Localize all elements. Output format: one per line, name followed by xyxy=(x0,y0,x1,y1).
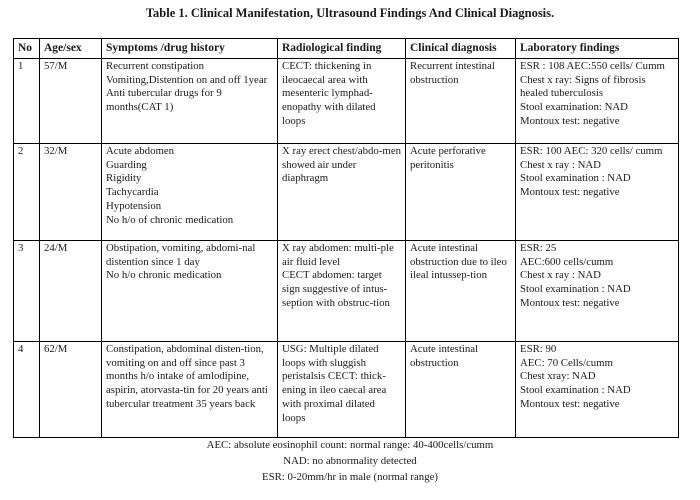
table-row xyxy=(14,58,679,143)
footnote-esr: ESR: 0-20mm/hr in male (normal range) xyxy=(261,471,438,483)
lab-line: AEC:600 cells/cumm xyxy=(520,255,614,268)
cell-symptoms xyxy=(102,58,278,143)
lab-line: Chest xray: NAD xyxy=(520,370,596,383)
cell-diagnosis xyxy=(406,143,516,240)
column-header-radiological: Radiological finding xyxy=(278,39,406,59)
lab-line: Montoux test: negative xyxy=(520,114,620,127)
symptom-line: Guarding xyxy=(106,158,147,171)
symptom-line: Acute abdomen xyxy=(106,144,175,157)
cell-no: 4 xyxy=(14,341,40,437)
lab-line: Chest x ray : NAD xyxy=(520,269,601,282)
lab-line: ESR: 90 xyxy=(520,342,557,355)
column-header-diagnosis: Clinical diagnosis xyxy=(406,39,516,59)
cell-diagnosis xyxy=(406,341,516,437)
table-row xyxy=(14,143,679,240)
cell-laboratory xyxy=(516,341,679,437)
symptom-line: Tachycardia xyxy=(106,186,159,199)
table-row xyxy=(14,341,679,437)
cell-symptoms xyxy=(102,240,278,341)
diagnosis-line: Acute intestinal obstruction due to ileo ileal intussep-tion xyxy=(410,241,507,282)
cell-age-sex: 62/M xyxy=(40,341,102,437)
cell-symptoms xyxy=(102,143,278,240)
diagnosis-line: Recurrent intestinal obstruction xyxy=(410,59,495,86)
table-row xyxy=(14,240,679,341)
cell-age-sex: 24/M xyxy=(40,240,102,341)
lab-line: Montoux test: negative xyxy=(520,397,620,410)
cell-laboratory xyxy=(516,143,679,240)
symptom-line: Hypotension xyxy=(106,199,162,212)
cell-age-sex: 57/M xyxy=(40,58,102,143)
diagnosis-line: Acute intestinal obstruction xyxy=(410,342,479,369)
lab-line: Stool examination : NAD xyxy=(520,384,631,397)
symptom-line: Recurrent constipation xyxy=(106,59,205,72)
cell-diagnosis xyxy=(406,58,516,143)
column-header-no: No xyxy=(14,39,40,59)
column-header-laboratory: Laboratory findings xyxy=(516,39,679,59)
table-footnotes xyxy=(0,437,700,485)
column-header-symptoms: Symptoms /drug history xyxy=(102,39,278,59)
column-header-age-sex: Age/sex xyxy=(40,39,102,59)
footnote-aec: AEC: absolute eosinophil count: normal range: 40-400cells/cumm xyxy=(206,439,494,451)
cell-laboratory xyxy=(516,58,679,143)
symptom-line: Constipation, abdominal disten-tion, vomiting on and off since past 3 months h/o intake of amlodipine, aspirin, atorvasta-tin for 20 years anti tubercular treatment 35 years back xyxy=(106,342,268,410)
lab-line: ESR : 108 AEC:550 cells/ Cumm Chest x ray: Signs of fibrosis healed tuberculosis xyxy=(520,59,665,100)
cell-radiological xyxy=(278,58,406,143)
symptom-line: Vomiting,Distention on and off 1year Anti tubercular drugs for 9 months(CAT 1) xyxy=(106,73,268,114)
lab-line: Montoux test: negative xyxy=(520,296,620,309)
cell-no: 3 xyxy=(14,240,40,341)
lab-line: Stool examination: NAD xyxy=(520,101,628,114)
table-caption: Table 1. Clinical Manifestation, Ultrasound Findings And Clinical Diagnosis. xyxy=(145,6,555,20)
lab-line: Stool examination : NAD xyxy=(520,172,631,185)
radiology-line: X ray abdomen: multi-ple air fluid level xyxy=(282,241,394,268)
radiology-line: X ray erect chest/abdo-men showed air under diaphragm xyxy=(282,144,402,185)
cell-age-sex: 32/M xyxy=(40,143,102,240)
radiology-line: CECT: thickening in ileocaecal area with mesenteric lymphad-enopathy with dilated loops xyxy=(282,59,376,127)
clinical-findings-table xyxy=(13,38,679,438)
footnote-nad: NAD: no abnormality detected xyxy=(283,455,417,467)
cell-symptoms xyxy=(102,341,278,437)
cell-radiological xyxy=(278,143,406,240)
diagnosis-line: Acute perforative peritonitis xyxy=(410,144,486,171)
lab-line: AEC: 70 Cells/cumm xyxy=(520,356,613,369)
cell-diagnosis xyxy=(406,240,516,341)
lab-line: ESR: 25 xyxy=(520,241,557,254)
cell-radiological xyxy=(278,240,406,341)
radiology-line: CECT abdomen: target sign suggestive of intus-seption with obstruc-tion xyxy=(282,269,390,309)
cell-no: 1 xyxy=(14,58,40,143)
table-header-row xyxy=(14,39,679,59)
lab-line: Montoux test: negative xyxy=(520,186,620,199)
lab-line: Stool examination : NAD xyxy=(520,283,631,296)
cell-no: 2 xyxy=(14,143,40,240)
symptom-line: Rigidity xyxy=(106,172,142,185)
lab-line: ESR: 100 AEC: 320 cells/ cumm Chest x ray : NAD xyxy=(520,144,663,171)
symptom-line: No h/o of chronic medication xyxy=(106,213,234,226)
cell-laboratory xyxy=(516,240,679,341)
cell-radiological xyxy=(278,341,406,437)
radiology-line: USG: Multiple dilated loops with sluggish peristalsis CECT: thick-ening in ileo caecal area with proximal dilated loops xyxy=(282,342,387,424)
symptom-line: No h/o chronic medication xyxy=(106,269,222,282)
symptom-line: Obstipation, vomiting, abdomi-nal distention since 1 day xyxy=(106,241,256,268)
